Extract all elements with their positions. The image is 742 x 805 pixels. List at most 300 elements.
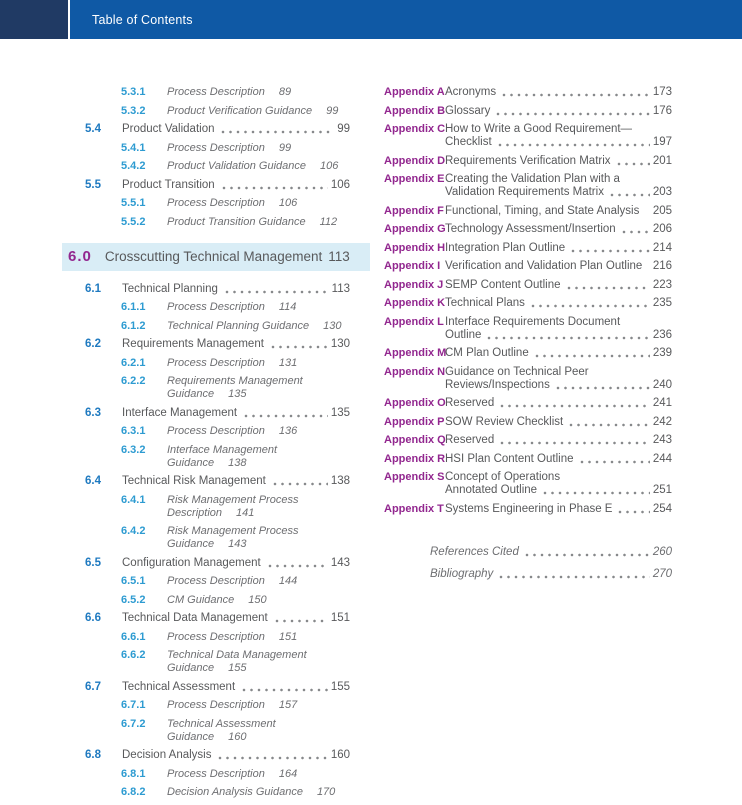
- entry-line: [445, 242, 672, 255]
- entry-text: [167, 357, 297, 370]
- entry-line: [167, 160, 338, 173]
- entry-title: Technical Risk Management: [122, 475, 266, 487]
- appendix-entry-q[interactable]: [384, 434, 672, 447]
- entry-line: [167, 575, 297, 588]
- entry-title: Product Validation: [122, 123, 215, 135]
- appendix-label: Appendix T: [384, 502, 444, 515]
- entry-line: [445, 503, 672, 516]
- leader-dots: [268, 564, 328, 568]
- entry-text: [167, 142, 291, 155]
- appendix-label: Appendix S: [384, 471, 445, 483]
- toc-entry-6.6[interactable]: [62, 612, 350, 625]
- appendix-entries: [384, 86, 672, 516]
- entry-line: [445, 297, 672, 310]
- entry-number: 6.7.2: [121, 717, 146, 730]
- entry-line: [445, 260, 672, 273]
- entry-text: [167, 86, 291, 99]
- entry-title: Technical Data Management: [122, 612, 268, 624]
- appendix-entry-t[interactable]: [384, 503, 672, 516]
- page-number: 197: [652, 136, 672, 148]
- appendix-label: Appendix D: [384, 154, 446, 167]
- appendix-label: Appendix C: [384, 123, 446, 135]
- toc-entry-6.4.2[interactable]: [62, 525, 350, 551]
- leader-dots: [498, 143, 650, 147]
- page-title: Table of Contents: [92, 12, 193, 27]
- entry-line: [445, 397, 672, 410]
- entry-text: [167, 197, 297, 210]
- entry-text: [167, 631, 297, 644]
- entry-number: 6.6.1: [121, 630, 146, 643]
- entry-line: [445, 86, 672, 99]
- entry-title: Reviews/Inspections: [445, 378, 550, 391]
- toc-entry-6.7.1[interactable]: [62, 699, 350, 712]
- entry-title: Process Description: [167, 425, 265, 437]
- entry-number: 5.3.1: [121, 86, 146, 98]
- entry-line: [167, 718, 350, 744]
- entry-text: [167, 375, 303, 401]
- page-number: 201: [652, 154, 672, 167]
- entry-title: Acronyms: [445, 86, 497, 98]
- page-number: 239: [652, 347, 672, 359]
- entry-title: Technical Assessment Guidance: [167, 717, 276, 743]
- page-number: 223: [652, 278, 672, 291]
- entry-title: Process Description: [167, 197, 265, 209]
- appendix-entry-j[interactable]: [384, 279, 672, 292]
- entry-title: Glossary: [445, 104, 491, 117]
- entry-number: 6.5.2: [121, 593, 146, 606]
- entry-title: Product Transition Guidance: [167, 215, 306, 228]
- toc-entry-6.5.1[interactable]: [62, 575, 350, 588]
- entry-title: SOW Review Checklist: [445, 415, 564, 428]
- leader-dots: [580, 460, 650, 464]
- entry-text: [167, 425, 297, 438]
- leader-dots: [610, 193, 650, 197]
- entry-text: [445, 223, 672, 236]
- entry-title: Interface Management Guidance: [167, 443, 278, 469]
- page-number: 99: [326, 104, 339, 117]
- page-number: 106: [330, 178, 350, 191]
- leader-dots: [525, 553, 650, 557]
- appendix-label: Appendix F: [384, 204, 444, 217]
- leader-dots: [622, 230, 650, 234]
- entry-text: [167, 160, 338, 173]
- leader-dots: [275, 619, 328, 623]
- entry-text: [445, 503, 672, 516]
- entry-title: Validation Requirements Matrix: [445, 186, 604, 198]
- toc-entry-6.5.2[interactable]: [62, 594, 350, 607]
- appendix-entry-p[interactable]: [384, 416, 672, 429]
- entry-line: [167, 494, 298, 507]
- page-number: 155: [330, 680, 350, 693]
- entry-text: [167, 575, 297, 588]
- entry-title: Technical Data Management: [167, 649, 307, 661]
- leader-dots: [487, 336, 649, 340]
- appendix-label: Appendix H: [384, 241, 446, 254]
- page-number: 205: [652, 204, 672, 217]
- page-number: 106: [278, 197, 298, 209]
- entry-title: Configuration Management: [122, 556, 261, 569]
- entry-text: [445, 366, 672, 392]
- toc-entry-6.3.1[interactable]: [62, 425, 350, 438]
- entry-title: Guidance: [167, 538, 215, 550]
- toc-entry-5.4[interactable]: [62, 123, 350, 136]
- page-number: 270: [652, 567, 672, 580]
- entry-number: 6.1.2: [121, 319, 146, 332]
- backmatter-entry[interactable]: [430, 546, 672, 559]
- entry-text: [445, 205, 672, 218]
- page-number: 130: [323, 319, 342, 332]
- leader-dots: [273, 482, 328, 486]
- entry-text: [167, 699, 297, 712]
- entry-line: [445, 316, 672, 329]
- appendix-label: Appendix R: [384, 452, 446, 465]
- entry-line: [167, 699, 297, 712]
- toc-entry-6.2[interactable]: [62, 338, 350, 351]
- entry-title: Annotated Outline: [445, 484, 538, 496]
- entry-line: [445, 155, 672, 168]
- appendix-entry-m[interactable]: [384, 347, 672, 360]
- entry-line: [167, 525, 298, 538]
- entry-line: [445, 416, 672, 429]
- entry-line: [167, 768, 297, 781]
- toc-entry-6.2.1[interactable]: [62, 357, 350, 370]
- entry-number: 6.5: [85, 556, 101, 569]
- page-number: 89: [278, 86, 292, 98]
- appendix-entry-b[interactable]: [384, 105, 672, 118]
- leader-dots: [222, 186, 328, 190]
- page-number: 138: [228, 456, 247, 469]
- entry-line: [167, 216, 337, 229]
- entry-title: Process Description: [167, 767, 265, 780]
- appendix-entry-l[interactable]: [384, 316, 672, 342]
- toc-entry-6.1[interactable]: [62, 283, 350, 296]
- entry-title: SEMP Content Outline: [445, 278, 561, 291]
- entry-title: Product Transition: [122, 178, 215, 191]
- appendix-label: Appendix E: [384, 173, 445, 185]
- entry-number: 6.7.1: [121, 699, 146, 711]
- toc-entry-6.6.1[interactable]: [62, 631, 350, 644]
- leader-dots: [543, 491, 650, 495]
- entry-number: 6.8: [85, 749, 101, 761]
- toc-entry-5.3.1[interactable]: [62, 86, 350, 99]
- entry-title: Guidance: [167, 662, 215, 674]
- leader-dots: [502, 93, 650, 97]
- appendix-entry-i[interactable]: [384, 260, 672, 273]
- entry-number: 5.5: [85, 178, 101, 191]
- toc-section-5-entries: [62, 86, 350, 229]
- appendix-label: Appendix Q: [384, 434, 446, 446]
- toc-content: [0, 39, 742, 805]
- entry-text: [167, 768, 297, 781]
- entry-text: [445, 279, 672, 292]
- page-number: 106: [320, 160, 339, 172]
- page-number: 176: [652, 104, 672, 117]
- toc-entry-6.7.2[interactable]: [62, 718, 350, 744]
- entry-text: [445, 434, 672, 447]
- entry-line: [445, 173, 672, 186]
- entry-title: Decision Analysis: [122, 749, 212, 761]
- toc-entry-6.1.2[interactable]: [62, 320, 350, 333]
- entry-title: Process Description: [167, 141, 265, 154]
- appendix-entry-a[interactable]: [384, 86, 672, 99]
- entry-text: [167, 786, 335, 799]
- entry-title: Verification and Validation Plan Outline: [445, 260, 643, 272]
- appendix-entry-o[interactable]: [384, 397, 672, 410]
- entry-title: Decision Analysis Guidance: [167, 786, 303, 798]
- entry-number: 6.8.1: [121, 767, 146, 780]
- page-number: 157: [278, 699, 298, 711]
- page-number: 131: [278, 356, 298, 369]
- page-number: 236: [652, 328, 672, 341]
- appendix-label: Appendix G: [384, 223, 446, 235]
- leader-dots: [617, 162, 650, 166]
- toc-entry-5.4.1[interactable]: [62, 142, 350, 155]
- entry-title: Process Description: [167, 86, 265, 98]
- entry-title: Interface Requirements Document: [445, 315, 621, 328]
- header-bar: [68, 0, 742, 39]
- entry-line: [167, 375, 303, 388]
- toc-entry-5.5.2[interactable]: [62, 216, 350, 229]
- page-number: 155: [228, 662, 247, 674]
- entry-title: Technical Planning Guidance: [167, 319, 310, 332]
- toc-entry-6.4[interactable]: [62, 475, 350, 488]
- entry-number: 6.2.1: [121, 356, 146, 369]
- appendix-entry-n[interactable]: [384, 366, 672, 392]
- toc-entry-6.2.2[interactable]: [62, 375, 350, 401]
- entry-line: [167, 197, 297, 210]
- entry-line: [445, 223, 672, 236]
- entry-number: 6.4: [85, 475, 101, 487]
- page-number: 143: [330, 556, 350, 569]
- section-title: Crosscutting Technical Management: [104, 248, 323, 264]
- page-number: 135: [228, 388, 247, 400]
- entry-title: Risk Management Process: [167, 493, 299, 506]
- page-number: 151: [330, 612, 350, 624]
- leader-dots: [496, 112, 649, 116]
- page-number: 164: [278, 767, 298, 780]
- entry-title: Creating the Validation Plan with a: [445, 173, 620, 185]
- page-number: 170: [316, 786, 336, 798]
- toc-entry-5.5[interactable]: [62, 179, 350, 192]
- entry-title: Checklist: [445, 136, 492, 148]
- toc-entry-6.5[interactable]: [62, 557, 350, 570]
- entry-line: [445, 471, 672, 484]
- entry-title: Reserved: [445, 434, 495, 446]
- entry-line: [167, 301, 296, 314]
- entry-title: Technical Plans: [445, 297, 525, 309]
- toc-entry-6.8.2[interactable]: [62, 786, 350, 799]
- page-number: 160: [228, 730, 247, 743]
- entry-line: [167, 631, 297, 644]
- entry-text: [445, 105, 672, 118]
- entry-number: 6.8.2: [121, 786, 146, 798]
- entry-number: 6.5.1: [121, 575, 146, 587]
- entry-text: [167, 216, 337, 229]
- entry-text: [167, 525, 298, 551]
- page-number: 136: [278, 425, 298, 437]
- toc-entry-6.3.2[interactable]: [62, 444, 350, 470]
- entry-number: 6.2: [85, 338, 101, 350]
- toc-entry-6.1.1[interactable]: [62, 301, 350, 314]
- appendix-entry-e[interactable]: [384, 173, 672, 199]
- entry-line: [167, 388, 303, 401]
- entry-number: 5.4: [85, 123, 101, 135]
- entry-text: [167, 105, 338, 118]
- entry-text: [445, 471, 672, 497]
- entry-text: [167, 320, 341, 333]
- page-number: 141: [236, 506, 255, 519]
- page-number: 144: [278, 575, 298, 587]
- page-number: 99: [337, 123, 350, 135]
- entry-title: Product Verification Guidance: [167, 104, 313, 117]
- entry-title: Interface Management: [122, 406, 238, 419]
- entry-title: Technology Assessment/Insertion: [445, 223, 616, 235]
- page-number: 251: [652, 484, 672, 496]
- toc-entry-6.6.2[interactable]: [62, 649, 350, 675]
- appendix-label: Appendix O: [384, 397, 446, 409]
- entry-title: Guidance: [167, 388, 215, 400]
- toc-entry-6.7[interactable]: [62, 681, 350, 694]
- entry-number: 6.6: [85, 612, 101, 624]
- page-number: 243: [652, 434, 672, 446]
- appendix-label: Appendix L: [384, 315, 444, 328]
- toc-entry-6.8[interactable]: [62, 749, 350, 762]
- leader-dots: [244, 414, 328, 418]
- entry-number: 6.6.2: [121, 649, 146, 661]
- toc-entry-6.3[interactable]: [62, 407, 350, 420]
- toc-entry-6.8.1[interactable]: [62, 768, 350, 781]
- appendix-label: Appendix P: [384, 415, 445, 428]
- entry-title: Outline: [445, 328, 482, 341]
- entry-line: [167, 105, 338, 118]
- page-number: 203: [652, 186, 672, 198]
- entry-text: [445, 416, 672, 429]
- leader-dots: [567, 286, 650, 290]
- entry-text: [445, 260, 672, 273]
- entry-line: [167, 649, 307, 662]
- entry-title: Process Description: [167, 699, 265, 711]
- entry-line: [167, 142, 291, 155]
- entry-number: 6.7: [85, 680, 101, 693]
- toc-section-6-entries: [62, 283, 350, 800]
- leader-dots: [221, 130, 334, 134]
- entry-line: [445, 136, 672, 149]
- toc-left-column: [62, 86, 350, 805]
- entry-title: CM Guidance: [167, 593, 235, 606]
- toc-entry-6.4.1[interactable]: [62, 494, 350, 520]
- entry-text: [445, 155, 672, 168]
- entry-text: [445, 397, 672, 410]
- appendix-entry-g[interactable]: [384, 223, 672, 236]
- entry-title: Requirements Verification Matrix: [445, 154, 611, 167]
- toc-entry-5.3.2[interactable]: [62, 105, 350, 118]
- appendix-entry-d[interactable]: [384, 155, 672, 168]
- leader-dots: [556, 386, 650, 390]
- entry-title: Risk Management Process: [167, 525, 299, 537]
- leader-dots: [571, 249, 650, 253]
- entry-line: [445, 347, 672, 360]
- entry-line: [167, 538, 298, 551]
- appendix-entry-k[interactable]: [384, 297, 672, 310]
- leader-dots: [242, 688, 328, 692]
- entry-text: [445, 123, 672, 149]
- entry-text: [445, 86, 672, 99]
- entry-line: [167, 507, 298, 520]
- appendix-entry-s[interactable]: [384, 471, 672, 497]
- entry-number: 6.2.2: [121, 375, 146, 387]
- leader-dots: [500, 404, 650, 408]
- page-number: 254: [652, 502, 672, 515]
- entry-number: 6.1.1: [121, 301, 146, 313]
- appendix-entry-f[interactable]: [384, 205, 672, 218]
- leader-dots: [531, 304, 650, 308]
- entry-line: [445, 105, 672, 118]
- entry-title: Product Validation Guidance: [167, 160, 307, 172]
- entry-number: 5.4.2: [121, 160, 146, 172]
- page-number: 99: [278, 141, 292, 154]
- page-number: 112: [319, 215, 338, 228]
- backmatter-entry[interactable]: [430, 568, 672, 581]
- entry-line: [167, 594, 267, 607]
- appendix-label: Appendix M: [384, 347, 447, 359]
- appendix-entry-r[interactable]: [384, 453, 672, 466]
- page-number: 150: [248, 593, 267, 606]
- leader-dots: [500, 441, 650, 445]
- entry-line: [167, 320, 341, 333]
- entry-text: [445, 173, 672, 199]
- entry-title: Process Description: [167, 301, 265, 313]
- page-number: 241: [652, 397, 672, 409]
- toc-entry-5.5.1[interactable]: [62, 197, 350, 210]
- toc-entry-5.4.2[interactable]: [62, 160, 350, 173]
- page-number: 173: [652, 86, 672, 98]
- page-number: 242: [652, 415, 672, 428]
- section-6-header[interactable]: [62, 243, 370, 271]
- entry-line: [167, 444, 350, 470]
- entry-title: Requirements Management: [167, 375, 303, 387]
- entry-line: [445, 434, 672, 447]
- section-number: 6.0: [68, 247, 92, 265]
- page-number: 235: [652, 297, 672, 309]
- entry-title: Technical Planning: [122, 282, 218, 295]
- entry-title: Guidance on Technical Peer: [445, 365, 589, 378]
- appendix-label: Appendix I: [384, 260, 441, 272]
- entry-line: [445, 379, 672, 392]
- entry-line: [167, 425, 297, 438]
- entry-text: [445, 453, 672, 466]
- entry-line: [445, 453, 672, 466]
- appendix-entry-h[interactable]: [384, 242, 672, 255]
- leader-dots: [569, 423, 650, 427]
- appendix-entry-c[interactable]: [384, 123, 672, 149]
- entry-line: [445, 205, 672, 218]
- entry-text: [445, 347, 672, 360]
- entry-title: Functional, Timing, and State Analysis: [445, 204, 640, 217]
- appendix-label: Appendix K: [384, 297, 446, 309]
- page-number: 113: [331, 282, 350, 295]
- entry-title: Technical Assessment: [122, 680, 236, 693]
- entry-line: [445, 484, 672, 497]
- page-header: [0, 0, 742, 39]
- entry-title: Integration Plan Outline: [445, 241, 566, 254]
- entry-line: [445, 279, 672, 292]
- entry-title: Concept of Operations: [445, 471, 561, 483]
- entry-text: [445, 316, 672, 342]
- entry-title: HSI Plan Content Outline: [445, 452, 574, 465]
- entry-line: [167, 662, 307, 675]
- entry-number: 6.1: [85, 282, 101, 295]
- entry-line: [445, 366, 672, 379]
